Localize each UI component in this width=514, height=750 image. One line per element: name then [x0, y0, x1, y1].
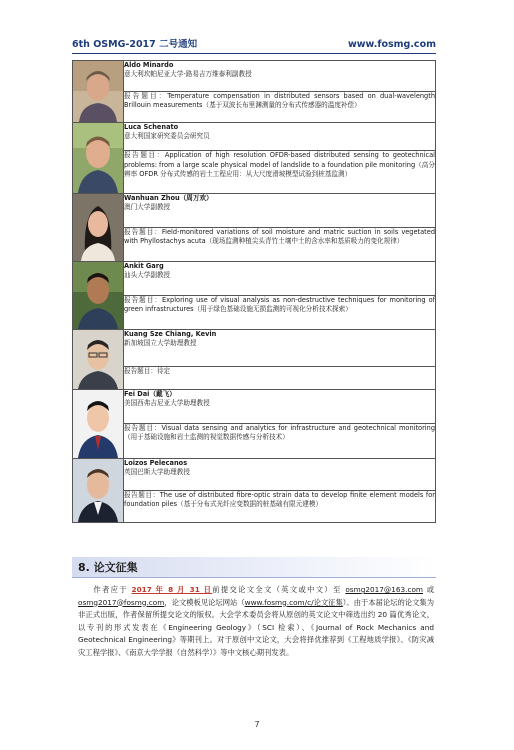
portrait-icon	[73, 194, 123, 261]
speaker-talk-cell	[124, 367, 436, 390]
email-link-fosmg[interactable]: osmg2017@fosmg.com	[78, 597, 165, 607]
speaker-photo	[73, 61, 123, 122]
para-text: 或	[423, 585, 434, 594]
speaker-name-cell	[124, 123, 436, 151]
speaker-photo-cell	[73, 123, 124, 194]
speaker-name: Kuang Sze Chiang, Kevin	[124, 330, 217, 338]
speaker-photo-cell	[73, 459, 124, 523]
speaker-photo	[73, 330, 123, 389]
talk-label: 报告题目：	[124, 91, 168, 100]
talk-title-en: Application of high resolution OFDR-based distributed sensing to geotechnical problems: from a large scale physical model of landslide to a foundation pile monitoring	[124, 151, 435, 169]
portrait-icon	[73, 390, 123, 458]
talk-label: 报告题目：	[124, 367, 157, 375]
speaker-affiliation: 英国巴斯大学助理教授	[124, 468, 190, 476]
speaker-name-cell	[124, 262, 436, 296]
speaker-affiliation: 意大利坎帕尼亚大学-路易吉万维泰利副教授	[124, 70, 252, 78]
speaker-photo	[73, 262, 123, 329]
para-text: 作者应于	[92, 585, 132, 594]
header-rule	[72, 53, 436, 54]
speaker-talk-cell	[124, 424, 436, 459]
talk-label: 报告题目：	[124, 227, 162, 236]
header-left-title: 6th OSMG-2017 二号通知	[72, 39, 198, 50]
portrait-icon	[73, 61, 123, 122]
section-title: 8. 论文征集	[78, 561, 138, 574]
speaker-talk-cell	[124, 151, 436, 194]
talk-label: 报告题目：	[124, 490, 160, 499]
speaker-name-cell	[124, 330, 436, 367]
talk-label: 报告题目：	[124, 424, 162, 433]
header-website[interactable]: www.fosmg.com	[347, 39, 436, 50]
speaker-affiliation: 意大利国家研究委员会研究员	[124, 132, 210, 140]
speaker-talk-cell	[124, 490, 436, 522]
talk-title-cn: （现场监测种植尖头青竹土壤中土的含水率和基质吸力的变化规律）	[205, 236, 404, 245]
speaker-talk-cell	[124, 295, 436, 329]
talk-title-cn: （用于绿色基础设施无损监测的可视化分析技术探索）	[193, 304, 352, 313]
page-header	[72, 34, 436, 50]
template-url-link[interactable]: www.fosmg.com/c/论文征集	[244, 597, 343, 607]
deadline-date: 2017 年 8 月 31 日	[131, 585, 213, 594]
talk-title-en: The use of distributed fibre-optic strain data to develop finite element models for foundation piles	[124, 490, 435, 508]
speaker-affiliation: 新加坡国立大学助理教授	[124, 339, 197, 347]
talk-title-cn: （用于基础设施和岩土监测的视觉数据传感与分析技术）	[124, 433, 289, 442]
speaker-photo-cell	[73, 262, 124, 330]
speaker-name: Wanhuan Zhou（周万欢）	[124, 194, 213, 202]
portrait-icon	[73, 123, 123, 193]
speaker-affiliation: 汕头大学副教授	[124, 271, 171, 279]
talk-title-cn: （基于双波长布里渊测量的分布式传感器的温度补偿）	[202, 100, 361, 109]
portrait-icon	[73, 262, 123, 329]
para-text: ，论文模板见论坛网站（	[164, 597, 245, 607]
speaker-photo	[73, 194, 123, 261]
speaker-photo	[73, 123, 123, 193]
speaker-name: Loizos Pelecanos	[124, 459, 188, 467]
speaker-photo-cell	[73, 390, 124, 459]
speakers-table	[72, 60, 436, 523]
talk-title-en: Exploring use of visual analysis as non-destructive techniques for monitoring of green infrastructures	[124, 295, 435, 313]
speaker-name: Luca Schenato	[124, 123, 179, 131]
speaker-name: Aldo Minardo	[124, 61, 174, 69]
speaker-photo-cell	[73, 61, 124, 123]
speaker-photo-cell	[73, 330, 124, 390]
speaker-talk-cell	[124, 91, 436, 122]
speaker-name-cell	[124, 390, 436, 424]
talk-title-en: Temperature compensation in distributed sensors based on dual-wavelength Brillouin measurements	[124, 91, 436, 109]
speaker-photo	[73, 390, 123, 458]
talk-title-en: Field-monitored variations of soil moisture and matric suction in soils vegetated with Phyllostachys acuta	[124, 227, 436, 245]
email-link-163[interactable]: osmg2017@163.com	[345, 585, 424, 594]
talk-title-cn: （高分辨率 OFDR 分布式传感的岩土工程应用：从大尺度滑坡模型试验到桩基监测）	[124, 160, 435, 178]
speaker-affiliation: 美国西弗吉尼亚大学助理教授	[124, 399, 210, 407]
speaker-photo	[73, 459, 123, 522]
speaker-name: Ankit Garg	[124, 262, 164, 270]
talk-label: 报告题目：	[124, 295, 162, 304]
speaker-affiliation: 澳门大学副教授	[124, 203, 171, 211]
speaker-name-cell	[124, 459, 436, 491]
speaker-name-cell	[124, 61, 436, 92]
para-text: ）。由于本届论坛的论文集为非正式出版，作者保留所提交论文的版权。大会学术委员会将从原创的英文论文中筛选出约 20 篇优秀论文，以专刊的形式发表在《Engineering Geology》（SCI 检索）、《Journal of Rock Mechanics and Geotechnical Engineering》等期刊上。对于原创中文论文，大会将择优推荐到《工程地质学报》、《防灾减灾工程学报》、《南京大学学报（自然科学）》等中文核心期刊发表。	[78, 597, 434, 657]
speaker-name-cell	[124, 194, 436, 228]
portrait-icon	[73, 330, 123, 389]
talk-title-cn: （基于分布式光纤应变数据的桩基础有限元建模）	[177, 499, 323, 508]
speaker-name: Fei Dai（戴飞）	[124, 390, 176, 398]
speaker-talk-cell	[124, 227, 436, 261]
para-text: 前提交论文全文（英文或中文）至	[212, 585, 346, 594]
call-for-papers-paragraph	[78, 584, 434, 660]
talk-title-en: Visual data sensing and analytics for infrastructure and geotechnical monitoring	[161, 424, 436, 433]
page-number: 7	[254, 720, 260, 729]
talk-label: 报告题目：	[124, 151, 165, 160]
talk-title-en: 待定	[156, 367, 171, 375]
speaker-photo-cell	[73, 194, 124, 262]
portrait-icon	[73, 459, 123, 522]
